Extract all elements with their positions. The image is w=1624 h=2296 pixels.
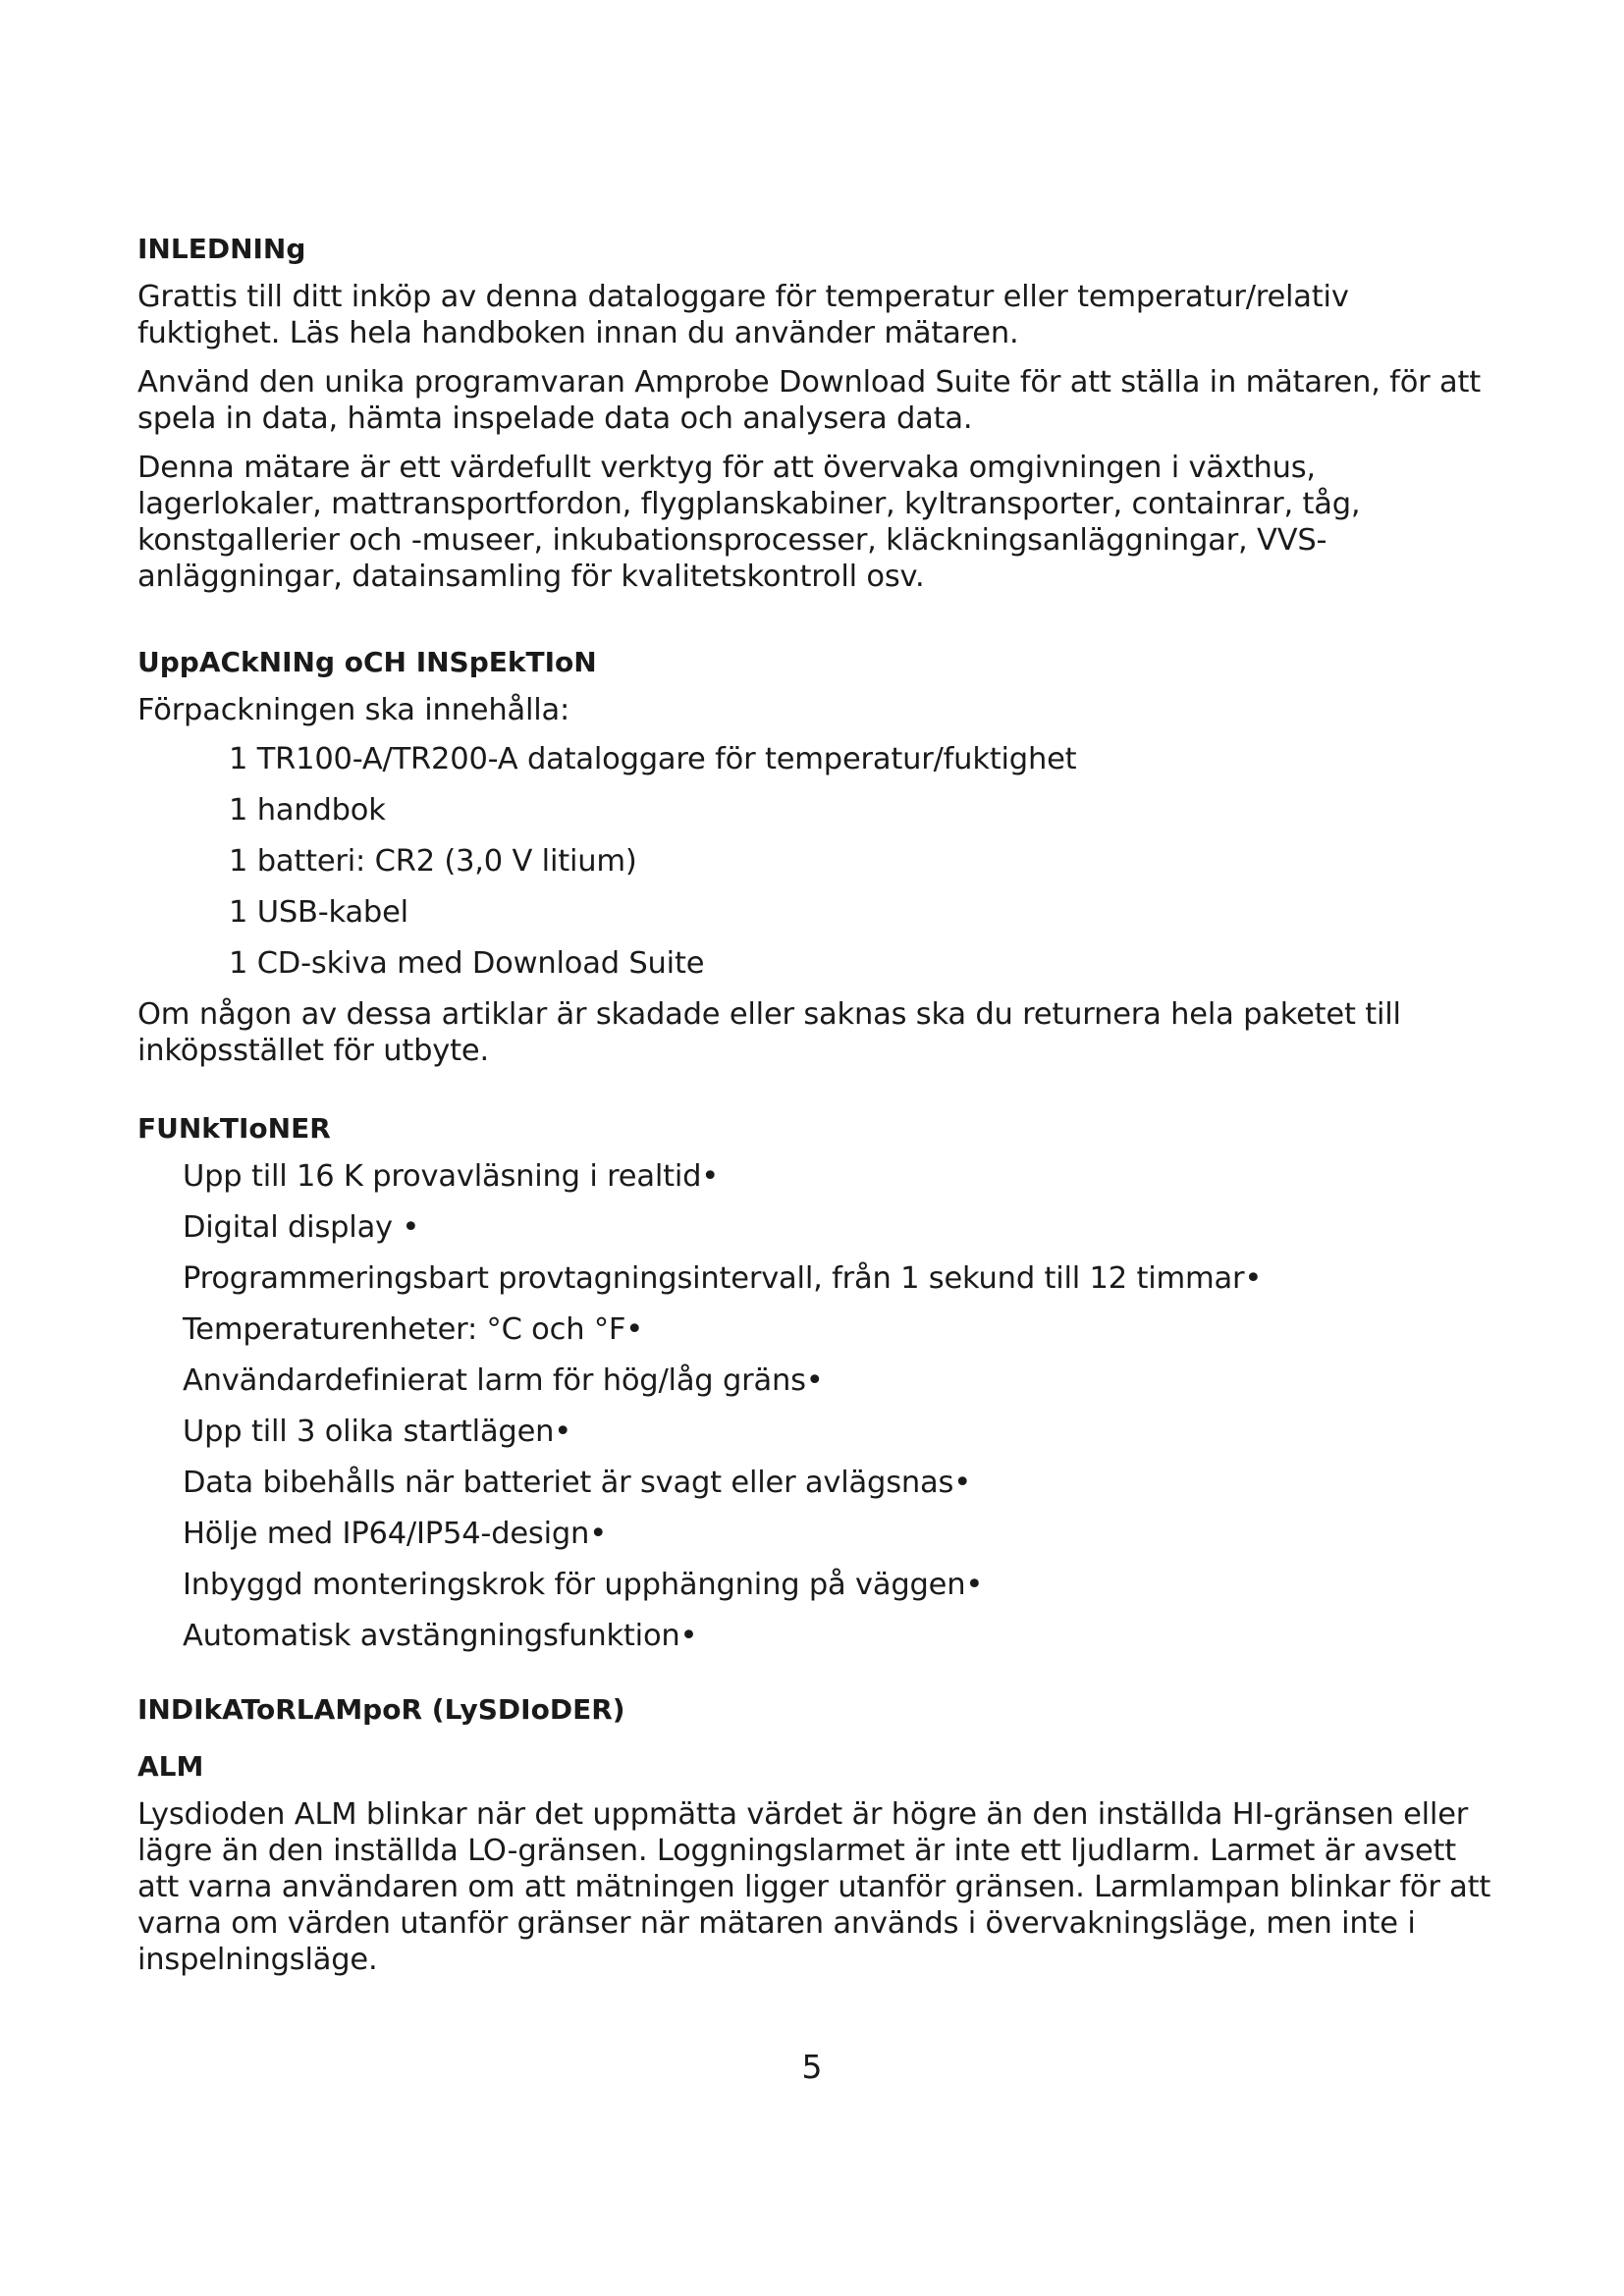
feature-item: Temperaturenheter: °C och °F• [183,1312,644,1347]
package-item-usb-cable: 1 USB-kabel [229,895,408,930]
package-item-logger: 1 TR100-A/TR200-A dataloggare för temperatur/fuktighet [229,742,1077,776]
feature-item: Användardefinierat larm för hög/låg gräns• [183,1363,824,1398]
manual-page [137,232,1492,1991]
heading-features: FUNkTIoNER [137,1112,331,1145]
intro-paragraph-2: Använd den unika programvaran Amprobe Download Suite för att ställa in mätaren, för att spela in data, hämta inspelade data och analysera data. [137,365,1482,436]
heading-indicators: INDIkAToRLAMpoR (LySDIoDER) [137,1693,625,1726]
section-unpacking [137,645,1492,1069]
intro-paragraph-1: Grattis till ditt inköp av denna dataloggare för temperatur eller temperatur/relativ fuktighet. Läs hela handboken innan du använder mätaren. [137,280,1349,350]
feature-item: Hölje med IP64/IP54-design• [183,1517,607,1551]
alm-description: Lysdioden ALM blinkar när det uppmätta värdet är högre än den inställda HI-gränsen eller lägre än den inställda LO-gränsen. Loggningslarmet är inte ett ljudlarm. Larmet är avsett att varna användaren om att mätningen ligger utanför gränsen. Larmlampan blinkar för att varna om värden utanför gränser när mätaren används i övervakningsläge, men inte i inspelningsläge. [137,1797,1491,1977]
section-spacer [137,1082,1492,1111]
feature-item: Data bibehålls när batteriet är svagt eller avlägsnas• [183,1466,971,1500]
feature-item: Programmeringsbart provtagningsintervall, från 1 sekund till 12 timmar• [183,1261,1263,1296]
unpacking-intro: Förpackningen ska innehålla: [137,693,570,727]
package-item-battery: 1 batteri: CR2 (3,0 V litium) [229,844,637,879]
unpacking-note: Om någon av dessa artiklar är skadade eller saknas ska du returnera hela paketet till inköpsstället för utbyte. [137,997,1401,1068]
section-spacer [137,608,1492,645]
heading-introduction: INLEDNINg [137,233,306,265]
package-item-manual: 1 handbok [229,793,386,828]
feature-item: Upp till 3 olika startlägen• [183,1415,572,1449]
package-item-cd: 1 CD-skiva med Download Suite [229,946,705,981]
feature-item: Automatisk avstängningsfunktion• [183,1619,698,1653]
feature-item: Digital display • [183,1210,420,1245]
section-features [137,1111,1492,1654]
section-introduction [137,232,1492,595]
heading-alm: ALM [137,1750,204,1783]
feature-item: Inbyggd monteringskrok för upphängning på väggen• [183,1568,984,1602]
section-spacer [137,1669,1492,1692]
intro-paragraph-3: Denna mätare är ett värdefullt verktyg för att övervaka omgivningen i växthus, lagerlokaler, mattransportfordon, flygplanskabiner, kyltransporter, containrar, tåg, konstgallerier och -museer, inkubationsprocesser, kläckningsanläggningar, VVS-anläggningar, datainsamling för kvalitetskontroll osv. [137,451,1361,594]
section-indicators [137,1692,1492,1978]
page-number: 5 [801,2048,823,2086]
feature-item: Upp till 16 K provavläsning i realtid• [183,1159,720,1194]
heading-unpacking: UppACkNINg oCH INSpEkTIoN [137,646,597,678]
